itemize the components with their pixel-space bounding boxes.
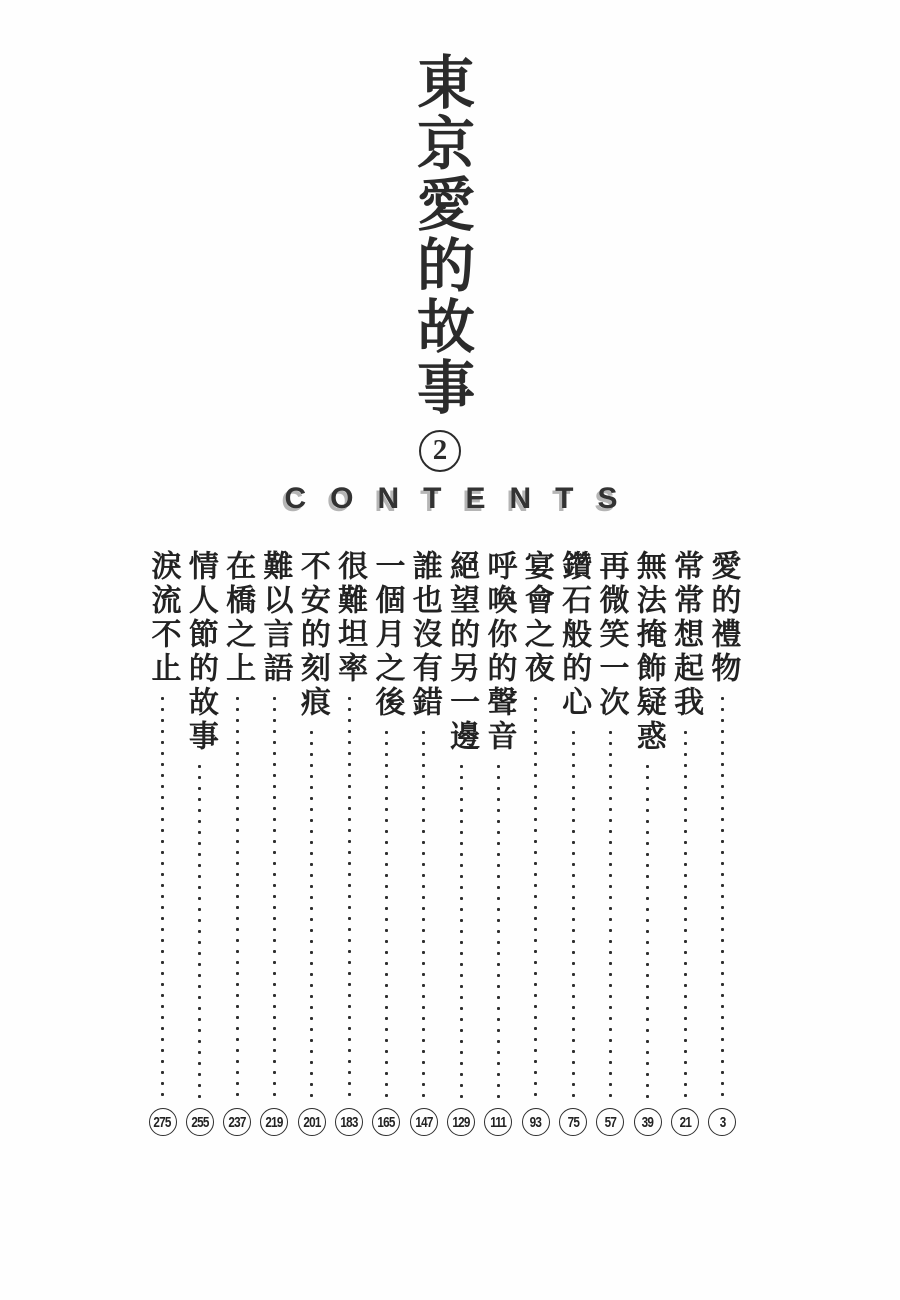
contents-heading: CONTENTS [284, 482, 642, 515]
chapter-title: 情人節的故事 [183, 550, 217, 754]
dotted-leader [572, 727, 575, 1101]
page-number-badge [186, 1108, 214, 1136]
toc-entry [517, 550, 554, 1136]
chapter-title: 難以言語 [258, 550, 292, 686]
page-number: 129 [452, 1113, 470, 1131]
dotted-leader [385, 727, 388, 1101]
page-number: 21 [679, 1113, 691, 1131]
toc-entry [443, 550, 480, 1136]
page-number-badge [223, 1108, 251, 1136]
chapter-title: 再微笑一次 [594, 550, 628, 720]
page-number: 183 [340, 1113, 358, 1131]
page-number-badge [634, 1108, 662, 1136]
toc-entry [704, 550, 741, 1136]
page-number: 275 [153, 1113, 172, 1131]
page-number: 3 [719, 1113, 726, 1131]
page-number: 75 [567, 1113, 579, 1131]
page-number: 165 [377, 1113, 396, 1131]
page-number-badge [372, 1108, 400, 1136]
toc-list [144, 550, 741, 1136]
page-number-badge [447, 1108, 475, 1136]
dotted-leader [721, 693, 724, 1101]
chapter-title: 絕望的另一邊 [445, 550, 479, 754]
chapter-title: 呼喚你的聲音 [482, 550, 516, 754]
page-number: 201 [303, 1113, 321, 1131]
page-number-badge [484, 1108, 512, 1136]
chapter-title: 淚流不止 [146, 550, 180, 686]
volume-number: 2 [432, 433, 448, 466]
page-number: 39 [642, 1113, 654, 1131]
chapter-title: 宴會之夜 [519, 550, 553, 686]
chapter-title: 愛的禮物 [706, 550, 740, 686]
dotted-leader [422, 727, 425, 1101]
page-number-badge [559, 1108, 587, 1136]
toc-entry [555, 550, 592, 1136]
chapter-title: 很難坦率 [333, 550, 367, 686]
chapter-title: 不安的刻痕 [295, 550, 329, 720]
dotted-leader [497, 761, 500, 1101]
page-number-badge [298, 1108, 326, 1136]
toc-entry [405, 550, 442, 1136]
dotted-leader [310, 727, 313, 1101]
dotted-leader [646, 761, 649, 1101]
page-number: 147 [415, 1113, 433, 1131]
book-title: 東京愛的故事 [408, 52, 473, 418]
page-number-badge [410, 1108, 438, 1136]
page-number-badge [596, 1108, 624, 1136]
chapter-title: 一個月之後 [370, 550, 404, 720]
dotted-leader [273, 693, 276, 1101]
page-number-badge [260, 1108, 288, 1136]
toc-entry [144, 550, 181, 1136]
toc-entry [629, 550, 666, 1136]
dotted-leader [460, 761, 463, 1101]
chapter-title: 在橋之上 [221, 550, 255, 686]
page-number: 93 [530, 1113, 542, 1131]
toc-entry [181, 550, 218, 1136]
page-number-badge [708, 1108, 736, 1136]
toc-entry [592, 550, 629, 1136]
dotted-leader [684, 727, 687, 1101]
chapter-title: 誰也沒有錯 [407, 550, 441, 720]
page-number-badge [522, 1108, 550, 1136]
toc-entry [331, 550, 368, 1136]
chapter-title: 常常想起我 [669, 550, 703, 720]
page-number: 255 [191, 1113, 209, 1131]
page-number: 57 [604, 1113, 617, 1131]
toc-entry [667, 550, 704, 1136]
volume-badge [419, 430, 461, 472]
dotted-leader [161, 693, 164, 1101]
page-number: 219 [265, 1113, 284, 1131]
dotted-leader [534, 693, 537, 1101]
toc-entry [368, 550, 405, 1136]
page-number-badge [149, 1108, 177, 1136]
dotted-leader [348, 693, 351, 1101]
toc-entry [219, 550, 256, 1136]
dotted-leader [236, 693, 239, 1101]
toc-entry [480, 550, 517, 1136]
page-number-badge [335, 1108, 363, 1136]
toc-entry [293, 550, 330, 1136]
book-title-block [380, 52, 500, 472]
dotted-leader [198, 761, 201, 1101]
chapter-title: 無法掩飾疑惑 [631, 550, 665, 754]
page-number: 111 [490, 1113, 507, 1131]
chapter-title: 鑽石般的心 [557, 550, 591, 720]
dotted-leader [609, 727, 612, 1101]
page-number-badge [671, 1108, 699, 1136]
page-number: 237 [228, 1113, 246, 1131]
toc-entry [256, 550, 293, 1136]
